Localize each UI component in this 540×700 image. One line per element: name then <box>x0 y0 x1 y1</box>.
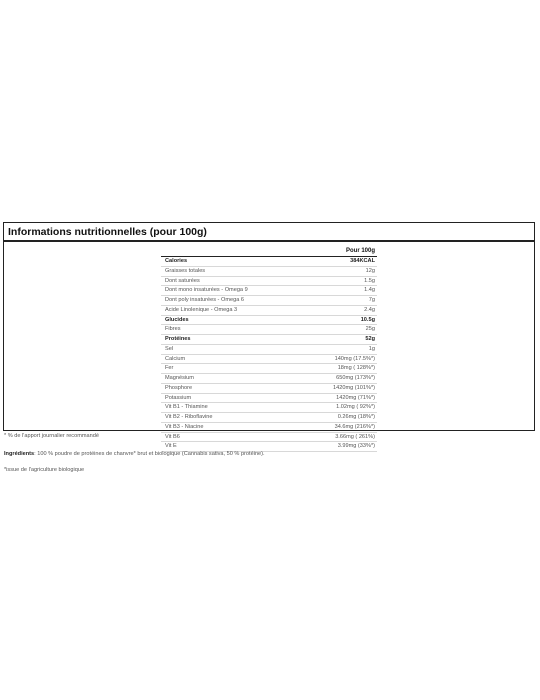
nutrient-value: 140mg (17.5%*) <box>269 354 377 364</box>
ingredients-line <box>4 451 265 457</box>
nutrient-label: Dont poly insaturées - Omega 6 <box>161 296 269 306</box>
panel-title: Informations nutritionnelles (pour 100g) <box>8 226 207 238</box>
nutrient-value: 1.5g <box>269 276 377 286</box>
nutrient-value: 2.4g <box>269 305 377 315</box>
table-row <box>161 286 377 296</box>
nutrient-label: Potassium <box>161 393 269 403</box>
table-header-row <box>161 247 377 257</box>
table-row <box>161 335 377 345</box>
nutrient-label: Vit E <box>161 442 269 452</box>
nutrient-value: 0.26mg (18%*) <box>269 413 377 423</box>
nutrient-value: 1.02mg ( 92%*) <box>269 403 377 413</box>
nutrient-label: Acide Linolenique - Omega 3 <box>161 305 269 315</box>
nutrient-label: Fer <box>161 364 269 374</box>
nutrient-label: Sel <box>161 344 269 354</box>
nutrient-label: Vit B6 <box>161 432 269 442</box>
table-row <box>161 315 377 325</box>
table-header-empty <box>161 247 269 257</box>
ingredients-text: : 100 % poudre de protéines de chanvre* brut et biologique (Cannabis sativa, 50 % protéine). <box>34 451 265 457</box>
nutrient-label: Calcium <box>161 354 269 364</box>
table-row <box>161 413 377 423</box>
rda-footnote: * % de l'apport journalier recommandé <box>4 433 99 439</box>
nutrient-label: Magnésium <box>161 374 269 384</box>
nutrient-value: 12g <box>269 266 377 276</box>
table-header-per-100g: Pour 100g <box>269 247 377 257</box>
table-row <box>161 257 377 267</box>
nutrient-value: 25g <box>269 325 377 335</box>
table-row <box>161 354 377 364</box>
table-row <box>161 344 377 354</box>
table-row <box>161 393 377 403</box>
table-row <box>161 266 377 276</box>
nutrient-value: 52g <box>269 335 377 345</box>
nutrient-value: 34.6mg (216%*) <box>269 422 377 432</box>
nutrient-value: 10.5g <box>269 315 377 325</box>
nutrient-value: 1g <box>269 344 377 354</box>
nutrition-table-wrap <box>161 247 377 452</box>
nutrient-label: Phosphore <box>161 383 269 393</box>
nutrient-label: Calories <box>161 257 269 267</box>
nutrient-value: 3.99mg (33%*) <box>269 442 377 452</box>
title-divider <box>4 240 534 242</box>
nutrition-table-body <box>161 257 377 452</box>
nutrient-label: Protéines <box>161 335 269 345</box>
table-row <box>161 403 377 413</box>
nutrient-label: Vit B3 - Niacine <box>161 422 269 432</box>
table-row <box>161 432 377 442</box>
nutrient-value: 650mg (173%*) <box>269 374 377 384</box>
nutrient-value: 1.4g <box>269 286 377 296</box>
table-row <box>161 383 377 393</box>
nutrient-label: Fibres <box>161 325 269 335</box>
nutrition-table <box>161 247 377 452</box>
table-row <box>161 305 377 315</box>
nutrient-value: 7g <box>269 296 377 306</box>
nutrient-value: 1420mg (101%*) <box>269 383 377 393</box>
table-row <box>161 364 377 374</box>
nutrient-label: Dont saturées <box>161 276 269 286</box>
nutrient-value: 18mg ( 128%*) <box>269 364 377 374</box>
nutrient-value: 1420mg (71%*) <box>269 393 377 403</box>
table-row <box>161 325 377 335</box>
nutrient-label: Vit B1 - Thiamine <box>161 403 269 413</box>
ingredients-label: Ingrédients <box>4 451 35 457</box>
nutrient-value: 384KCAL <box>269 257 377 267</box>
nutrient-value: 3.66mg ( 261%) <box>269 432 377 442</box>
nutrient-label: Vit B2 - Riboflavine <box>161 413 269 423</box>
nutrient-label: Glucides <box>161 315 269 325</box>
nutrient-label: Dont mono insaturées - Omega 9 <box>161 286 269 296</box>
table-row <box>161 296 377 306</box>
nutrient-label: Graisses totales <box>161 266 269 276</box>
table-row <box>161 276 377 286</box>
table-row <box>161 422 377 432</box>
table-row <box>161 374 377 384</box>
organic-footnote: *issue de l'agriculture biologique <box>4 467 85 473</box>
